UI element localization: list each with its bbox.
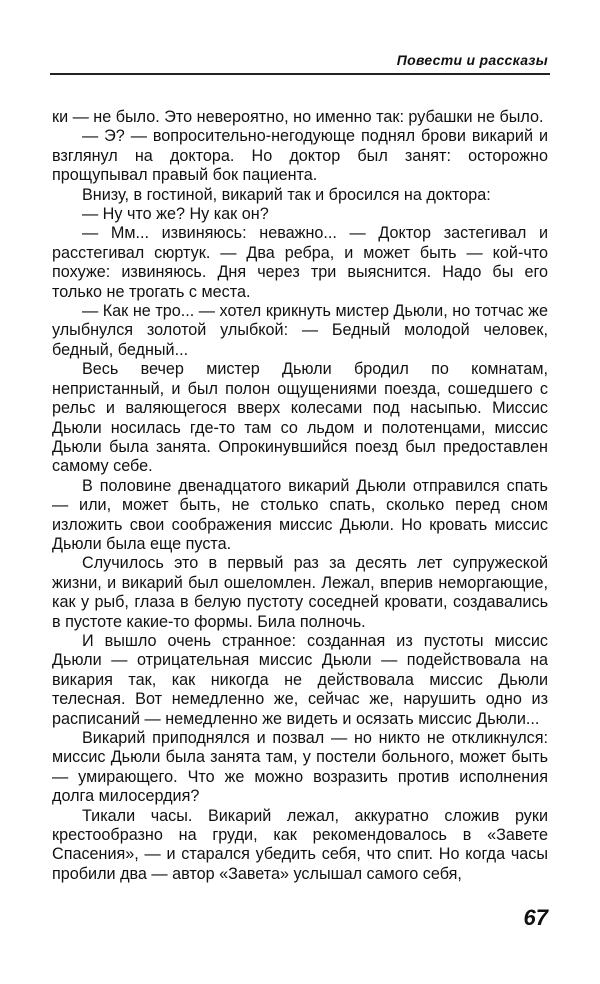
paragraph-8: В половине двенадцатого викарий Дьюли отправился спать — или, может быть, не столько спать, сколько перед сном изложить свои соображения миссис Дьюли. Но кровать миссис Дьюли была еще пуста.	[52, 476, 548, 553]
paragraph-11: Викарий приподнялся и позвал — но никто не откликнулся: миссис Дьюли была занята там, у постели больного, может быть — умирающего. Что же можно возразить против исполнения долга милосердия?	[52, 729, 548, 806]
paragraph-1: ки — не было. Это невероятно, но именно так: рубашки не было.	[52, 108, 544, 126]
paragraph-5: — Мм... извиняюсь: неважно... — Доктор застегивал и расстегивал сюртук. — Два ребра, и может быть — кой-что похуже: извиняюсь. Дня через три выяснится. Надо бы его только не трогать с места.	[52, 224, 548, 301]
paragraph-2: — Э? — вопросительно-негодующе поднял брови викарий и взглянул на доктора. Но доктор был занят: осторожно прощупывал правый бок пациента.	[52, 127, 548, 185]
paragraph-7: Весь вечер мистер Дьюли бродил по комнатам, непристанный, и был полон ощущениями поезда, сошедшего с рельс и валяющегося вверх колесами под насыпью. Миссис Дьюли носилась где-то там со льдом и полотенцами, миссис Дьюли была занята. Опрокинувшийся поезд был предоставлен самому себе.	[52, 360, 548, 476]
paragraph-9: Случилось это в первый раз за десять лет супружеской жизни, и викарий был ошеломлен. Лежал, вперив неморгающие, как у рыб, глаза в белую пустоту соседней кровати, создавались в пустоте какие-то формы. Била полночь.	[52, 554, 548, 631]
running-title: Повести и рассказы	[396, 52, 548, 68]
paragraph-4: — Ну что же? Ну как он?	[82, 205, 269, 224]
paragraph-3: Внизу, в гостиной, викарий так и бросился на доктора:	[82, 185, 491, 204]
paragraph-10: И вышло очень странное: созданная из пустоты миссис Дьюли — отрицательная миссис Дьюли — подействовала на викария так, как никогда не действовала миссис Дьюли телесная. Вот немедленно же, сейчас же, нарушить одно из расписаний — немедленно же видеть и осязать миссис Дьюли...	[52, 631, 548, 728]
paragraph-12: Тикали часы. Викарий лежал, аккуратно сложив руки крестообразно на груди, как рекомендовалось в «Завете Спасения», — и старался убедить себя, что спит. Но когда часы пробили два — автор «Завета» услышал самого себя,	[52, 806, 548, 883]
paragraph-6: — Как не тро... — хотел крикнуть мистер Дьюли, но тотчас же улыбнулся золотой улыбкой: — Бедный молодой человек, бедный, бедный...	[52, 302, 548, 359]
header-rule	[50, 73, 550, 75]
body-text	[52, 108, 548, 884]
page-number: 67	[523, 905, 548, 930]
